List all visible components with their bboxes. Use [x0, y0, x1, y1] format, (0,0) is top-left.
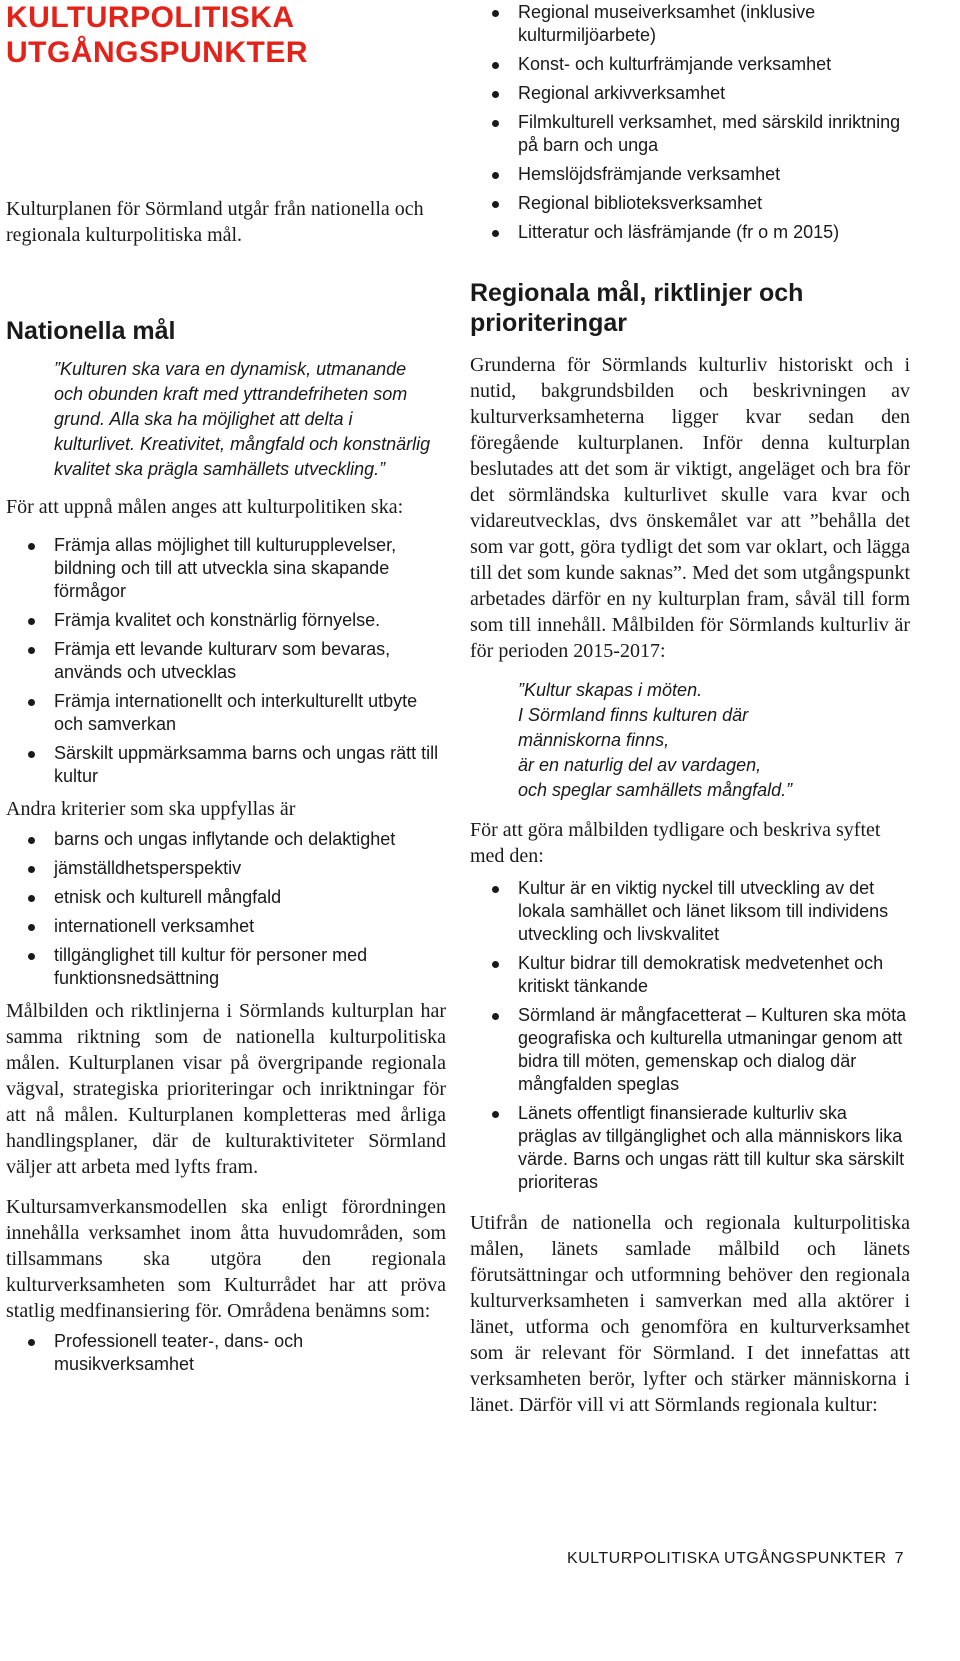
list-item: etnisk och kulturell mångfald: [6, 886, 446, 909]
list-item: Främja allas möjlighet till kulturupplevelser, bildning och till att utveckla sina skapande förmågor: [6, 534, 446, 603]
vision-line: människorna finns,: [518, 730, 670, 750]
national-goals-quote: ”Kulturen ska vara en dynamisk, utmanande och obunden kraft med yttrandefriheten som grund. Alla ska ha möjlighet att delta i kulturlivet. Kreativitet, mångfald och konstnärlig kvalitet ska prägla samhällets utveckling.”: [54, 359, 431, 479]
page-footer: [567, 1550, 904, 1568]
vision-purpose-list: [470, 877, 910, 1194]
right-column: [470, 0, 910, 1418]
regional-goals-heading: Regionala mål, riktlinjer och prioriteringar: [470, 279, 804, 337]
national-goals-heading: Nationella mål: [6, 317, 176, 345]
list-item: Professionell teater-, dans- och musikverksamhet: [6, 1330, 446, 1376]
areas-list-left: [6, 1330, 446, 1376]
intro-paragraph: Kulturplanen för Sörmland utgår från nationella och regionala kulturpolitiska mål.: [6, 198, 424, 246]
national-goals-list: [6, 534, 446, 788]
list-item: Regional museiverksamhet (inklusive kulturmiljöarbete): [470, 1, 910, 47]
list-item: Främja internationellt och interkulturellt utbyte och samverkan: [6, 690, 446, 736]
list-item: tillgänglighet till kultur för personer med funktionsnedsättning: [6, 944, 446, 990]
list-item: Främja kvalitet och konstnärlig förnyelse.: [6, 609, 446, 632]
list-item: Kultur är en viktig nyckel till utveckling av det lokala samhället och länet liksom till individens utveckling och livskvalitet: [470, 877, 910, 946]
list-item: Särskilt uppmärksamma barns och ungas rätt till kultur: [6, 742, 446, 788]
list-item: barns och ungas inflytande och delaktighet: [6, 828, 446, 851]
list-item: Regional biblioteksverksamhet: [470, 192, 910, 215]
vision-line: är en naturlig del av vardagen,: [518, 755, 762, 775]
vision-line: och speglar samhällets mångfald.”: [518, 780, 793, 800]
plan-direction-paragraph: Målbilden och riktlinjerna i Sörmlands kulturplan har samma riktning som de nationella kulturpolitiska målen. Kulturplanen visar på övergripande regionala vägval, strategiska prioriteringar och inriktningar för att nå målen. Kulturplanen kompletteras med årliga handlingsplaner, där de kulturaktiviteter Sörmland väljer att arbeta med lyfts fram.: [6, 1000, 446, 1178]
collaboration-model-paragraph: Kultursamverkansmodellen ska enligt förordningen innehålla verksamhet inom åtta huvudområden, som tillsammans ska utgöra den regionala kulturverksamheten som Kulturrådet har att pröva statlig medfinansiering för. Områdena benämns som:: [6, 1196, 446, 1322]
list-item: Hemslöjdsfrämjande verksamhet: [470, 163, 910, 186]
list-item: Regional arkivverksamhet: [470, 82, 910, 105]
page-title: KULTURPOLITISKA UTGÅNGSPUNKTER: [6, 1, 309, 69]
regional-paragraph: Grunderna för Sörmlands kulturliv historiskt och i nutid, bakgrundsbilden och beskrivningen av kulturverksamheterna ligger kvar sedan den föregående kulturplanen. Inför denna kulturplan beslutades att det som är viktigt, angeläget och bra för det sörmländska kulturlivet skulle vara kvar och vidareutvecklas, dvs önskemålet var att ”behålla det som var gott, göra tydligt det som var oklart, och lägga till det som kunde saknas”. Med det som utgångspunkt arbetades därför en ny kulturplan fram, såväl till form som till innehåll. Målbilden för Sörmlands kulturliv är för perioden 2015-2017:: [470, 354, 910, 662]
list-item: Litteratur och läsfrämjande (fr o m 2015): [470, 221, 910, 244]
criteria-lead: Andra kriterier som ska uppfyllas är: [6, 798, 296, 820]
footer-label: KULTURPOLITISKA UTGÅNGSPUNKTER: [566, 1550, 887, 1567]
vision-quote: [470, 678, 910, 803]
regional-closing-paragraph: Utifrån de nationella och regionala kulturpolitiska målen, länets samlade målbild och länets förutsättningar och utformning behöver den regionala kulturverksamheten i samverkan med alla aktörer i länet, utforma och genomföra en kulturverksamhet som är relevant för Sörmland. I det innefattas att verksamheten berör, lyfter och stärker människorna i länet. Därför vill vi att Sörmlands regionala kultur:: [470, 1212, 910, 1416]
vision-lead: För att göra målbilden tydligare och beskriva syftet med den:: [470, 819, 881, 867]
list-item: jämställdhetsperspektiv: [6, 857, 446, 880]
criteria-list: [6, 828, 446, 990]
national-lead: För att uppnå målen anges att kulturpolitiken ska:: [6, 496, 404, 518]
list-item: internationell verksamhet: [6, 915, 446, 938]
areas-list-right: [470, 0, 910, 244]
vision-line: ”Kultur skapas i möten.: [518, 680, 703, 700]
page-number: 7: [894, 1550, 904, 1567]
list-item: Främja ett levande kulturarv som bevaras, används och utvecklas: [6, 638, 446, 684]
vision-line: I Sörmland finns kulturen där: [518, 705, 749, 725]
list-item: Länets offentligt finansierade kulturliv ska präglas av tillgänglighet och alla människors lika värde. Barns och ungas rätt till kultur ska särskilt prioriteras: [470, 1102, 910, 1194]
list-item: Filmkulturell verksamhet, med särskild inriktning på barn och unga: [470, 111, 910, 157]
left-column: [6, 0, 446, 1382]
list-item: Konst- och kulturfrämjande verksamhet: [470, 53, 910, 76]
list-item: Sörmland är mångfacetterat – Kulturen ska möta geografiska och kulturella utmaningar genom att bidra till möten, gemenskap och dialog där mångfalden speglas: [470, 1004, 910, 1096]
list-item: Kultur bidrar till demokratisk medvetenhet och kritiskt tänkande: [470, 952, 910, 998]
